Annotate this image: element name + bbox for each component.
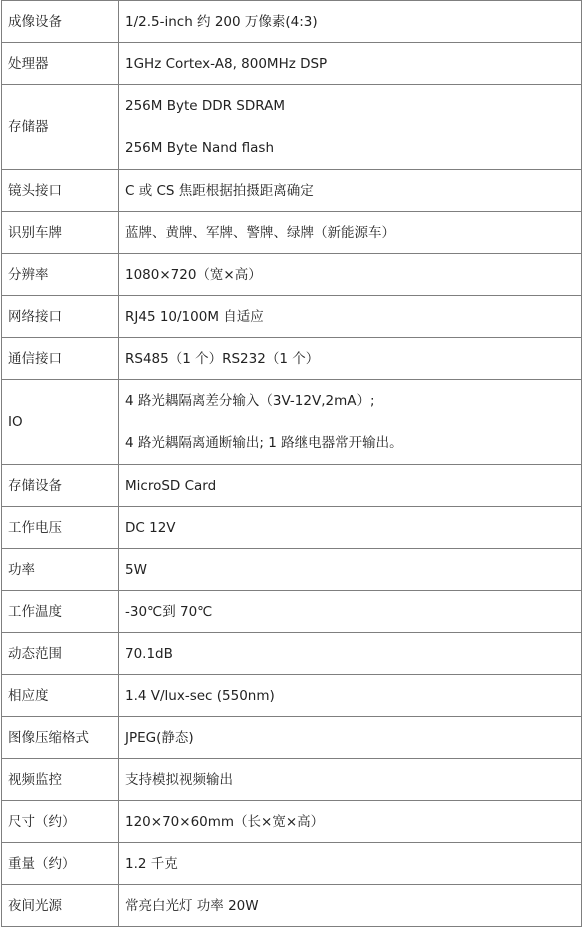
table-row xyxy=(2,717,582,759)
value-line: 1080×720（宽×高） xyxy=(125,266,262,283)
spec-table xyxy=(1,0,582,927)
row-label: 夜间光源 xyxy=(2,885,119,927)
value-line: 4 路光耦隔离差分输入（3V-12V,2mA）; xyxy=(125,393,375,409)
table-row xyxy=(2,885,582,927)
table-row xyxy=(2,380,582,465)
value-line: DC 12V xyxy=(125,519,176,536)
table-row xyxy=(2,591,582,633)
row-value xyxy=(119,549,582,591)
value-line: RS485（1 个）RS232（1 个） xyxy=(125,350,320,367)
row-label: 视频监控 xyxy=(2,759,119,801)
row-value xyxy=(119,885,582,927)
row-value xyxy=(119,296,582,338)
row-value xyxy=(119,507,582,549)
row-value xyxy=(119,843,582,885)
row-label: 工作电压 xyxy=(2,507,119,549)
table-row xyxy=(2,549,582,591)
table-row xyxy=(2,85,582,170)
value-line: 70.1dB xyxy=(125,645,173,662)
value-line: 256M Byte DDR SDRAM xyxy=(125,98,285,114)
row-value xyxy=(119,338,582,380)
value-line: 1.4 V/lux-sec (550nm) xyxy=(125,687,275,704)
row-label: 成像设备 xyxy=(2,1,119,43)
row-label: 存储设备 xyxy=(2,465,119,507)
row-label: 功率 xyxy=(2,549,119,591)
row-label: 通信接口 xyxy=(2,338,119,380)
value-line: 1/2.5-inch 约 200 万像素(4:3) xyxy=(125,13,318,30)
row-label: 镜头接口 xyxy=(2,170,119,212)
row-label: 图像压缩格式 xyxy=(2,717,119,759)
value-line: 5W xyxy=(125,561,147,578)
row-label: 相应度 xyxy=(2,675,119,717)
value-line: 常亮白光灯 功率 20W xyxy=(125,897,259,914)
table-row xyxy=(2,507,582,549)
row-value xyxy=(119,254,582,296)
table-row xyxy=(2,338,582,380)
table-row xyxy=(2,170,582,212)
row-label: 分辨率 xyxy=(2,254,119,296)
row-label: 识别车牌 xyxy=(2,212,119,254)
row-label: 存储器 xyxy=(2,85,119,170)
row-value xyxy=(119,717,582,759)
table-row xyxy=(2,212,582,254)
row-value xyxy=(119,212,582,254)
value-line: 120×70×60mm（长×宽×高） xyxy=(125,813,325,830)
table-row xyxy=(2,843,582,885)
row-value xyxy=(119,1,582,43)
value-line: 1GHz Cortex-A8, 800MHz DSP xyxy=(125,55,328,72)
table-row xyxy=(2,465,582,507)
table-row xyxy=(2,675,582,717)
row-value xyxy=(119,85,582,170)
value-line: RJ45 10/100M 自适应 xyxy=(125,308,264,325)
table-row xyxy=(2,254,582,296)
row-value xyxy=(119,170,582,212)
table-row xyxy=(2,1,582,43)
table-row xyxy=(2,296,582,338)
row-value xyxy=(119,759,582,801)
row-label: 尺寸（约） xyxy=(2,801,119,843)
row-value xyxy=(119,591,582,633)
value-line: JPEG(静态) xyxy=(125,729,194,746)
row-value xyxy=(119,380,582,465)
value-line: C 或 CS 焦距根据拍摄距离确定 xyxy=(125,182,314,199)
value-line: 1.2 千克 xyxy=(125,855,178,872)
row-label: 处理器 xyxy=(2,43,119,85)
table-row xyxy=(2,43,582,85)
value-line: 支持模拟视频输出 xyxy=(125,771,233,788)
value-line: -30℃到 70℃ xyxy=(125,603,213,620)
row-value xyxy=(119,675,582,717)
row-label: 重量（约） xyxy=(2,843,119,885)
row-label: 工作温度 xyxy=(2,591,119,633)
value-line: 4 路光耦隔离通断输出; 1 路继电器常开输出。 xyxy=(125,435,403,451)
row-label: 网络接口 xyxy=(2,296,119,338)
table-row xyxy=(2,801,582,843)
row-value xyxy=(119,633,582,675)
table-row xyxy=(2,633,582,675)
row-value xyxy=(119,43,582,85)
table-row xyxy=(2,759,582,801)
row-label: 动态范围 xyxy=(2,633,119,675)
value-line: 256M Byte Nand flash xyxy=(125,140,275,156)
row-value xyxy=(119,801,582,843)
value-line: MicroSD Card xyxy=(125,477,217,494)
row-value xyxy=(119,465,582,507)
value-line: 蓝牌、黄牌、军牌、警牌、绿牌（新能源车） xyxy=(125,224,395,241)
row-label: IO xyxy=(2,380,119,465)
